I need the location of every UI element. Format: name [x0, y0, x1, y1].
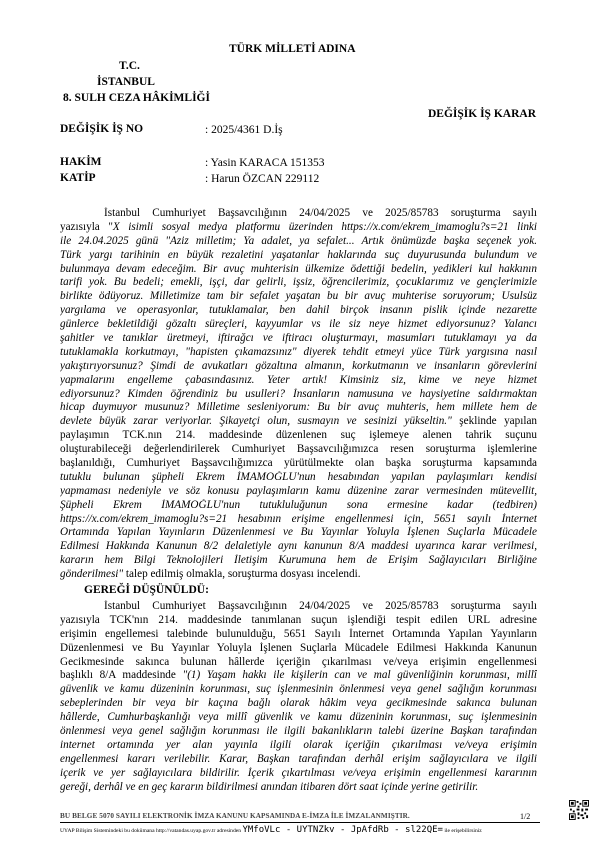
decision-type: DEĞİŞİK İŞ KARAR	[428, 108, 536, 120]
uyap-suffix: ile erişebilirsiniz	[444, 828, 482, 834]
request-paragraph-line: yapmalarını engelleme çabasındasınız. Yeter artık! Kimsiniz siz, kime ve neye hizmet	[60, 373, 537, 386]
reasoning-paragraph-line: Gecikmesinde sakınca bulunan hâllerde içeriğin çıkarılması ve/veya erişimin engellenmesi	[60, 655, 537, 668]
request-paragraph-line: https://x.com/ekrem_imamoglu?s=21 hesabının erişime engellenmesi için, 5651 sayılı İnternet	[60, 512, 537, 525]
request-paragraph-line: tutuklu bulunan şüpheli Ekrem İMAMOĞLU'nun hesabından yapılan paylaşımları kendisi	[60, 470, 537, 483]
uyap-code: YMfoVLc - UYTNZkv - JpAfdRb - sl22QE=	[242, 825, 443, 835]
document-heading: TÜRK MİLLETİ ADINA	[229, 43, 356, 55]
request-paragraph-line: Ortamında Yapılan Yayınların Düzenlenmesi ve Bu Yayınlar Yoluyla İşlenen Suçlarla Mücadele	[60, 526, 537, 539]
reasoning-title: GEREĞİ DÜŞÜNÜLDÜ:	[84, 584, 209, 596]
reasoning-paragraph-line: erişimin engellemesi talebinde bulunulduğu, 5651 Sayılı İnternet Ortamında Yapılan Yayınların	[60, 627, 537, 640]
reasoning-paragraph-line: hâllerde, Cumhurbaşkanlığı veya millî güvenlik ve kamu düzeninin korunması, suç işlenmesinin	[60, 711, 537, 724]
court-name: 8. SULH CEZA HÂKİMLİĞİ	[63, 92, 210, 104]
request-paragraph-line: yakıştırıyorsunuz? Şimdi de avukatları gözaltına almanın, korkutmanın ve insanların görevlerini	[60, 359, 537, 372]
request-paragraph-line: ile 24.04.2025 günü "Aziz milletim; Ya adalet, ya sefalet... Artık önümüzde başka seçenek yok.	[60, 234, 537, 247]
request-paragraph-line: oluşturabileceği değerlendirilerek Cumhuriyet Başsavcılığımızca resen soruşturma işlemlerine	[60, 443, 537, 456]
reasoning-paragraph-line: sebeplerinden bir veya bir kaçına bağlı olarak hâkim veya gecikmesinde sakınca bulunan	[60, 697, 537, 710]
case-no-value: : 2025/4361 D.İş	[205, 124, 283, 136]
reasoning-paragraph-line: internet ortamında yer alan yayınla ilgili olarak içeriğin çıkarılması ve/veya erişimin	[60, 738, 537, 751]
city-label: İSTANBUL	[97, 76, 155, 88]
request-paragraph-line: başlanıldığı, Cumhuriyet Başsavcılığımızca yürütülmekte olan başka soruşturma kapsamında	[60, 457, 537, 470]
tc-label: T.C.	[119, 60, 140, 72]
reasoning-paragraph-line: başlıklı 8/A maddesinde "(1) Yaşam hakkı ile kişilerin can ve mal güvenliğinin korunması, millî	[60, 669, 537, 682]
reasoning-paragraph-line: Düzenlenmesi ve Bu Yayınlar Yoluyla İşlenen Suçlarla Mücadele Edilmesi Hakkında Kanunun	[60, 641, 537, 654]
uyap-access-note	[60, 825, 482, 835]
clerk-label: KATİP	[60, 172, 96, 184]
request-paragraph-line: bulunmaya devam edeceğim. Bir avuç muhterisin ülkemize ödettiği bedelin, yedikleri kul hakkının	[60, 262, 537, 275]
judge-value: : Yasin KARACA 151353	[205, 157, 325, 169]
reasoning-paragraph-line: yazısıyla TCK'nın 214. maddesinde tanımlanan suçun işlendiği tespit edilen URL adresine	[60, 613, 537, 626]
reasoning-paragraph-line: içerik ve yer sağlayıcılara bildirilir. İçerik çıkartılması ve/veya erişimin engellenmesi kararının	[60, 766, 537, 779]
request-paragraph-line: ediyorsunuz? Kimden öğrendiniz bu usulleri? İnsanların namusuna ve haysiyetine saldırmaktan	[60, 387, 537, 400]
esign-notice: BU BELGE 5070 SAYILI ELEKTRONİK İMZA KANUNU KAPSAMINDA E-İMZA İLE İMZALANMIŞTIR.	[60, 812, 410, 820]
page-number: 1/2	[520, 812, 531, 821]
request-paragraph-line: paylaşımın TCK.nın 214. maddesinde düzenlenen suç işlemeye alenen tahrik suçunu	[60, 429, 537, 442]
reasoning-paragraph-line: engellenmesi kararı verilebilir. Karar, Başkan tarafından derhâl erişim sağlayıcılara ve ilgili	[60, 752, 537, 765]
request-paragraph-line: şahitler ve tanıklar üretmeyi, iftirağcı ve iftiracı oluşturmayı, masumları tutuklamayı ya da	[60, 332, 537, 345]
request-paragraph-line: tarifi yok. Bu bedeli; emekli, işçi, dar gelirli, işsiz, öğrencilerimiz, çocuklarımız ve gençlerimizle	[60, 276, 537, 289]
request-paragraph-line: Şüpheli Ekrem İMAMOĞLU'nun tutukluluğunun sona ermesine kadar (tedbiren)	[60, 498, 537, 511]
reasoning-paragraph-line: gereği, derhâl ve en geç kararın bildirilmesi anından itibaren dört saat içinde yerine getirilir.	[60, 780, 479, 793]
request-paragraph-line: devlete büyük zarar veriyorlar. Şikayetçi olun, susmayın ve sesinizi yükseltin." şeklinde yapılan	[60, 415, 537, 428]
request-paragraph-line: Türk yargı tarihinin en büyük rezaletini yaşatanlar haklarında suç duyurusunda bulundum ve	[60, 248, 537, 261]
case-no-label: DEĞİŞİK İŞ NO	[60, 123, 144, 135]
request-paragraph-line: yazısıyla "X isimli sosyal medya platformu üzerinden https://x.com/ekrem_imamoglu?s=21 linki	[60, 220, 537, 233]
clerk-value: : Harun ÖZCAN 229112	[205, 173, 320, 185]
request-paragraph	[60, 207, 537, 582]
request-paragraph-line: yargılama ve operasyonlar, tutuklamalar, ben dahil birçok insanın pislik içinde nezarette	[60, 304, 537, 317]
reasoning-paragraph	[60, 600, 537, 794]
reasoning-paragraph-line: güvenlik ve kamu düzeninin korunması, suç işlenmesinin önlenmesi veya genel sağlığın korunması	[60, 683, 537, 696]
request-paragraph-line: İstanbul Cumhuriyet Başsavcılığının 24/04/2025 ve 2025/85783 soruşturma sayılı	[104, 207, 537, 219]
request-paragraph-line: tutuklamakla korkutmayı, "hapisten çıkamazsınız" diyerek tehdit etmeyi yüce Türk yargısına nasıl	[60, 345, 537, 358]
uyap-prefix: UYAP Bilişim Sistemindeki bu dokümana http://vatandas.uyap.gov.tr adresinden	[60, 828, 242, 834]
request-paragraph-line: Edilmesi Hakkında Kanunun 8/2 delaletiyle aynı kanunun 8/A maddesi uyarınca karar verilmesi,	[60, 540, 537, 553]
request-paragraph-line: birlikte ödüyoruz. Milletimize tam bir sefalet yaşatan bu bir avuç muhterise soruyorum; Usulsüz	[60, 290, 537, 303]
footer-divider	[60, 822, 540, 823]
request-paragraph-line: günlerce bekletildiği gözaltı süreçleri, kayyumlar vs ile siz neye hizmet ediyorsunuz? Yalancı	[60, 318, 537, 331]
request-paragraph-line: kararın hem Bilgi Teknolojileri İletişim Kurumuna hem de Erişim Sağlayıcıları Birliğine	[60, 554, 537, 567]
qr-code-icon	[569, 800, 589, 820]
reasoning-paragraph-line: İstanbul Cumhuriyet Başsavcılığının 24/04/2025 ve 2025/85783 soruşturma sayılı	[104, 600, 537, 612]
request-paragraph-line: yapmaması nedeniyle ve söz konusu paylaşımların kamu düzenine zarar vermesinden mütevellit,	[60, 484, 537, 497]
reasoning-paragraph-line: önlenmesi veya genel sağlığın korunması ile ilgili bakanlıkların talebi üzerine Başkan tarafından	[60, 725, 537, 738]
judge-label: HAKİM	[60, 156, 102, 168]
request-paragraph-line: hicap duymuyor musunuz? Milletime sesleniyorum: Bu bir avuç muhteris, hem millete hem de	[60, 401, 537, 414]
request-paragraph-line: gönderilmesi" talep edilmiş olmakla, soruşturma dosyası incelendi.	[60, 568, 361, 581]
